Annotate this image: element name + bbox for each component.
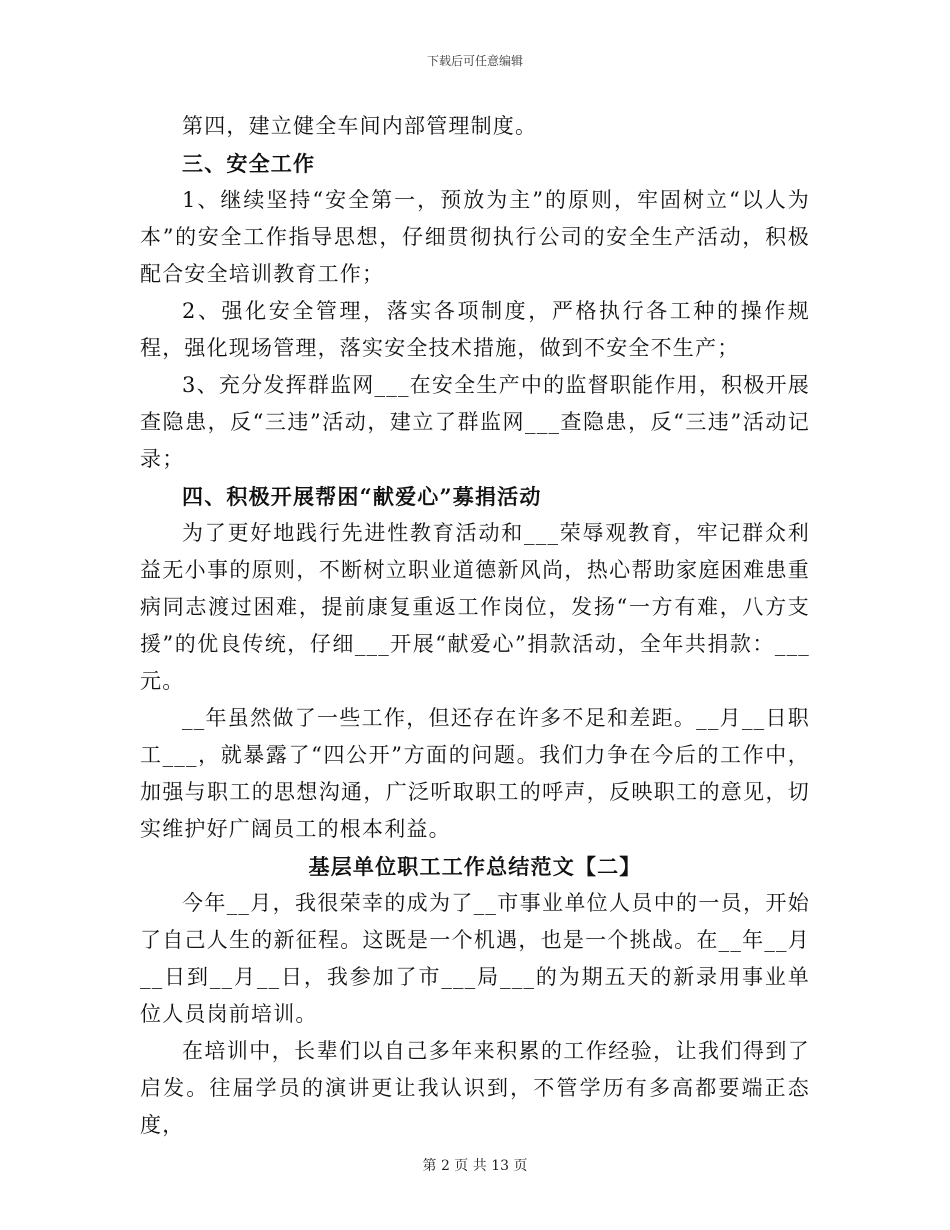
paragraph: 为了更好地践行先进性教育活动和___荣辱观教育，牢记群众利益无小事的原则，不断树立职业道德新风尚，热心帮助家庭困难患重病同志渡过困难，提前康复重返工作岗位，发扬“一方有难，八方支援”的优良传统，仔细___开展“献爱心”捐款活动，全年共捐款：___元。 [140, 521, 810, 693]
paragraph: 2、强化安全管理，落实各项制度，严格执行各工种的操作规程，强化现场管理，落实安全技术措施，做到不安全不生产； [140, 299, 810, 360]
paragraph: 在培训中，长辈们以自己多年来积累的工作经验，让我们得到了启发。往届学员的演讲更让我认识到，不管学历有多高都要端正态度， [140, 1039, 810, 1137]
section-heading: 三、安全工作 [182, 151, 316, 176]
page-header: 下载后可任意编辑 [426, 54, 523, 68]
page-footer: 第 2 页 共 13 页 [422, 1158, 528, 1174]
paragraph: 3、充分发挥群监网___在安全生产中的监督职能作用，积极开展查隐患，反“三违”活动，建立了群监网___查隐患，反“三违”活动记录； [140, 373, 810, 471]
document-body [140, 108, 810, 1144]
paragraph: 第四，建立健全车间内部管理制度。 [182, 114, 538, 138]
section-heading: 四、积极开展帮困“献爱心”募捐活动 [182, 484, 542, 509]
article-title: 基层单位职工工作总结范文【二】 [308, 854, 642, 879]
paragraph: __年虽然做了一些工作，但还存在许多不足和差距。__月__日职工___，就暴露了“四公开”方面的问题。我们力争在今后的工作中，加强与职工的思想沟通，广泛听取职工的呼声，反映职工的意见，切实维护好广阔员工的根本利益。 [140, 706, 810, 841]
paragraph: 1、继续坚持“安全第一，预放为主”的原则，牢固树立“以人为本”的安全工作指导思想，仔细贯彻执行公司的安全生产活动，积极配合安全培训教育工作； [140, 188, 810, 286]
paragraph: 今年__月，我很荣幸的成为了__市事业单位人员中的一员，开始了自己人生的新征程。这既是一个机遇，也是一个挑战。在__年__月__日到__月__日，我参加了市___局___的为期五天的新录用事业单位人员岗前培训。 [140, 891, 810, 1026]
